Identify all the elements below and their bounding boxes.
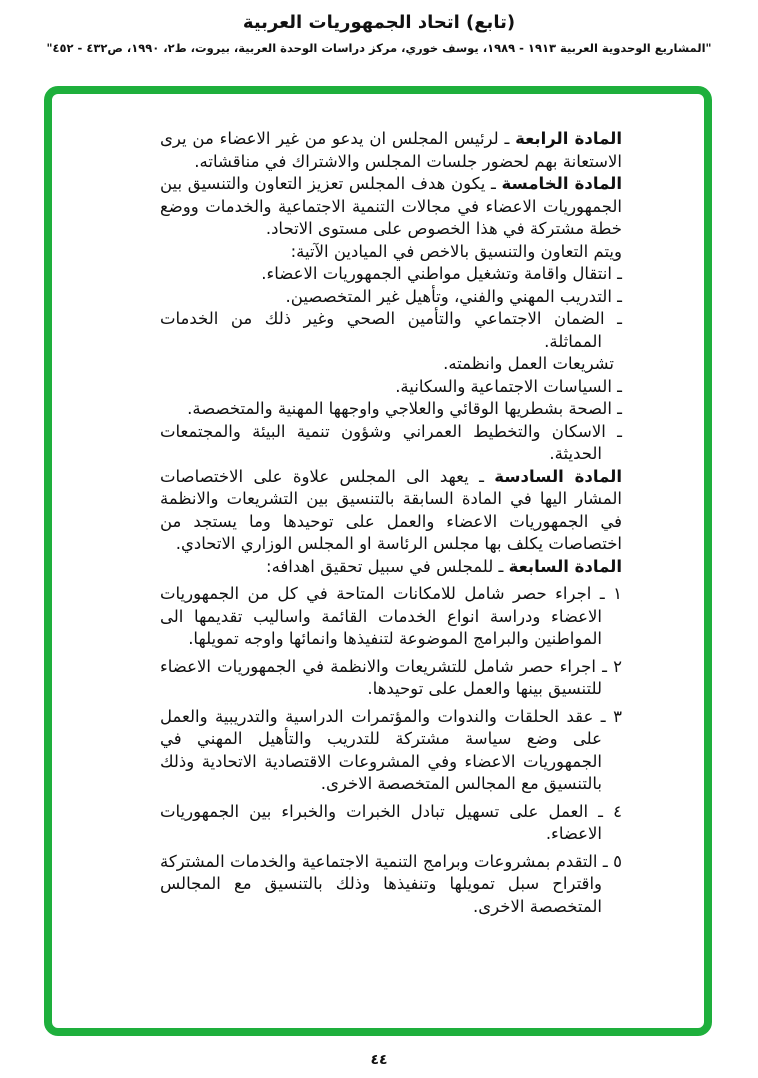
list-item: [160, 376, 622, 399]
article-heading: المادة الخامسة: [501, 174, 622, 193]
article-paragraph: [160, 466, 622, 556]
intro-line: [160, 241, 622, 264]
paragraph-text: تشريعات العمل وانظمته.: [443, 354, 614, 373]
paragraph-text: ـ الضمان الاجتماعي والتأمين الصحي وغير ذلك من الخدمات المماثلة.: [160, 309, 622, 351]
numbered-item: [160, 851, 622, 919]
article-paragraph: [160, 173, 622, 241]
paragraph-text: ـ للمجلس في سبيل تحقيق اهدافه:: [266, 556, 509, 576]
numbered-item: [160, 656, 622, 701]
list-item: [160, 353, 622, 376]
source-citation: "المشاريع الوحدوية العربية ١٩١٣ - ١٩٨٩، يوسف خوري، مركز دراسات الوحدة العربية، بيروت، ط٢، ١٩٩٠، ص٤٣٢ - ٤٥٢": [46, 41, 712, 55]
numbered-item: [160, 801, 622, 846]
paragraph-text: ٥ ـ التقدم بمشروعات وبرامج التنمية الاجتماعية والخدمات المشتركة واقتراح سبل تمويلها وتنفيذها وذلك بالتنسيق مع المجالس المتخصصة الاخرى.: [160, 851, 622, 916]
page-title: (تابع) اتحاد الجمهوريات العربية: [242, 12, 516, 33]
numbered-item: [160, 706, 622, 796]
paragraph-text: ـ السياسات الاجتماعية والسكانية.: [395, 376, 622, 396]
paragraph-text: ـ التدريب المهني والفني، وتأهيل غير المتخصصين.: [285, 286, 622, 306]
paragraph-text: ـ لرئيس المجلس ان يدعو من غير الاعضاء من يرى الاستعانة بهم لحضور جلسات المجلس والاشتراك في مناقشاته.: [160, 129, 622, 171]
article-heading: المادة السادسة: [494, 466, 622, 486]
article-heading: المادة السابعة: [508, 556, 622, 576]
paragraph-text: ٤ ـ العمل على تسهيل تبادل الخبرات والخبراء بين الجمهوريات الاعضاء.: [160, 801, 622, 843]
paragraph-text: ٢ ـ اجراء حصر شامل للتشريعات والانظمة في الجمهوريات الاعضاء للتنسيق بينها والعمل على توحيدها.: [160, 656, 622, 698]
paragraph-text: ٣ ـ عقد الحلقات والندوات والمؤتمرات الدراسية والتدريبية والعمل على وضع سياسة مشتركة للتدريب والتأهيل المهني في الجمهوريات الاعضاء وفي المشروعات الاقتصادية الاتحادية وذلك بالتنسيق مع المجالس المتخصصة الاخرى.: [160, 706, 622, 793]
paragraph-text: ـ يكون هدف المجلس تعزيز التعاون والتنسيق بين الجمهوريات الاعضاء في مجالات التنمية الاجتماعية والخدمات ووضع خطة مشتركة في هذا الخصوص على مستوى الاتحاد.: [160, 174, 622, 238]
list-item: [160, 398, 622, 421]
document-body: [160, 128, 622, 923]
article-heading: المادة الرابعة: [515, 129, 622, 148]
paragraph-text: ـ الاسكان والتخطيط العمراني وشؤون تنمية البيئة والمجتمعات الحديثة.: [160, 421, 622, 463]
paragraph-text: ـ انتقال واقامة وتشغيل مواطني الجمهوريات الاعضاء.: [261, 264, 622, 283]
paragraph-text: ١ ـ اجراء حصر شامل للامكانات المتاحة في كل من الجمهوريات الاعضاء ودراسة انواع الخدمات القائمة واساليب تقديمها الى المواطنين والبرامج الموضوعة لتنفيذها وانمائها واوجه تمويلها.: [160, 584, 622, 648]
list-item: [160, 308, 622, 353]
page-number: ٤٤: [370, 1052, 388, 1068]
list-item: [160, 286, 622, 309]
numbered-item: [160, 583, 622, 651]
paragraph-text: ـ الصحة بشطريها الوقائي والعلاجي واوجهها المهنية والمتخصصة.: [187, 399, 622, 418]
article-paragraph: [160, 556, 622, 579]
paragraph-text: ويتم التعاون والتنسيق بالاخص في الميادين الآتية:: [290, 241, 622, 261]
page-header: [0, 12, 758, 55]
article-paragraph: [160, 128, 622, 173]
paragraph-text: ـ يعهد الى المجلس علاوة على الاختصاصات المشار اليها في المادة السابقة بالتنسيق بين التشريعات والانظمة في الجمهوريات الاعضاء والعمل على توحيدها وما يستجد من اختصاصات يكلف بها مجلس الرئاسة او المجلس الوزاري الاتحادي.: [160, 466, 622, 553]
list-item: [160, 421, 622, 466]
list-item: [160, 263, 622, 286]
